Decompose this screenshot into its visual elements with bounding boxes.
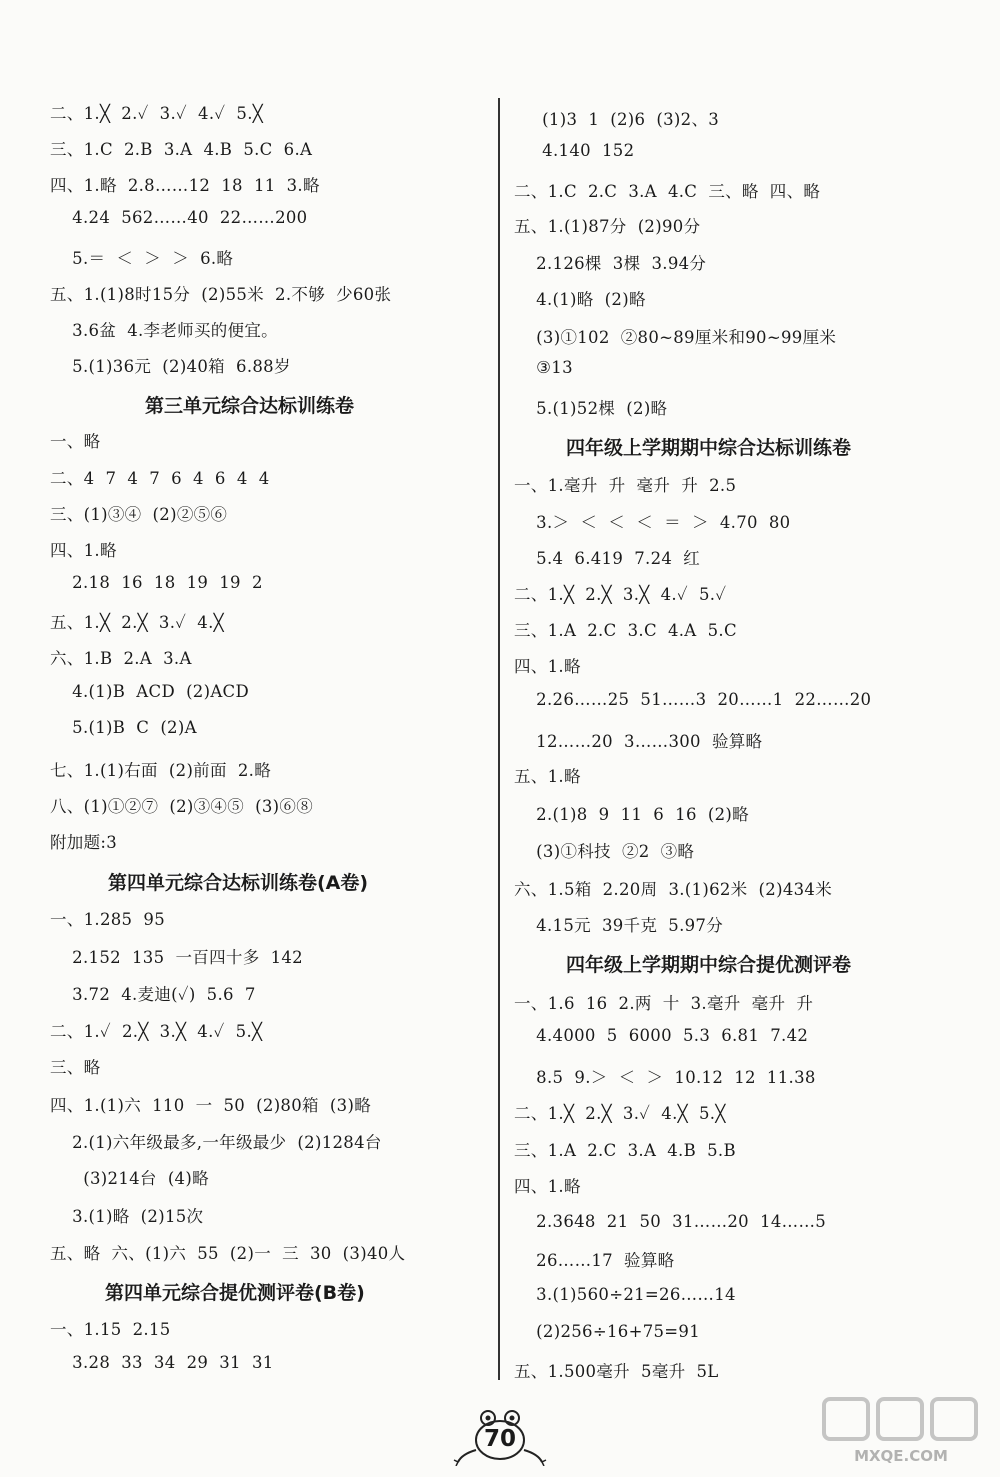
- answer-line: 四、1.(1)六 110 一 50 (2)80箱 (3)略: [50, 1096, 371, 1115]
- answer-line: 二、1.╳ 2.✓ 3.✓ 4.✓ 5.╳: [50, 104, 263, 123]
- answer-line: 一、略: [50, 432, 101, 451]
- answer-line: 八、(1)①②⑦ (2)③④⑤ (3)⑥⑧: [50, 797, 313, 816]
- answer-line: 3.6盆 4.李老师买的便宜。: [50, 321, 278, 340]
- answer-line: 2.(1)8 9 11 6 16 (2)略: [514, 805, 749, 824]
- section-heading: 第三单元综合达标训练卷: [145, 395, 355, 417]
- answer-line: 七、1.(1)右面 (2)前面 2.略: [50, 761, 272, 780]
- answer-line: (3)214台 (4)略: [50, 1169, 209, 1188]
- answer-line: 2.18 16 18 19 19 2: [50, 573, 263, 592]
- section-heading: 四年级上学期期中综合达标训练卷: [566, 437, 852, 459]
- answer-line: 3.28 33 34 29 31 31: [50, 1353, 274, 1372]
- answer-line: 五、1.(1)87分 (2)90分: [514, 217, 701, 236]
- page-number: 70: [483, 1426, 516, 1452]
- answer-line: 三、1.C 2.B 3.A 4.B 5.C 6.A: [50, 140, 313, 159]
- answer-line: 12……20 3……300 验算略: [514, 732, 763, 751]
- answer-line: (3)①102 ②80~89厘米和90~99厘米: [514, 328, 837, 347]
- answer-line: 五、略 六、(1)六 55 (2)一 三 30 (3)40人: [50, 1244, 406, 1263]
- answer-line: 四、1.略: [50, 541, 117, 560]
- column-divider: [498, 98, 500, 1380]
- watermark-text: MXQE.COM: [854, 1447, 948, 1465]
- answer-line: 一、1.15 2.15: [50, 1320, 171, 1339]
- answer-line: 3.(1)略 (2)15次: [50, 1207, 204, 1226]
- answer-line: 4.140 152: [520, 141, 635, 160]
- answer-line: 三、1.A 2.C 3.C 4.A 5.C: [514, 621, 737, 640]
- answer-line: 一、1.6 16 2.两 十 3.毫升 毫升 升: [514, 994, 814, 1013]
- answer-line: 四、1.略 2.8……12 18 11 3.略: [50, 176, 320, 195]
- answer-line: 三、略: [50, 1058, 101, 1077]
- answer-line: 3.(1)560÷21=26……14: [514, 1285, 736, 1304]
- answer-line: 2.152 135 一百四十多 142: [50, 948, 303, 967]
- answer-line: 5.＝ ＜ ＞ ＞ 6.略: [50, 249, 234, 268]
- answer-line: 8.5 9.＞ ＜ ＞ 10.12 12 11.38: [514, 1068, 816, 1087]
- answer-line: 4.(1)略 (2)略: [514, 290, 646, 309]
- answer-line: 4.4000 5 6000 5.3 6.81 7.42: [514, 1026, 809, 1045]
- answer-line: 六、1.5箱 2.20周 3.(1)62米 (2)434米: [514, 880, 833, 899]
- answer-line: 2.26……25 51……3 20……1 22……20: [514, 690, 872, 709]
- section-heading: 第四单元综合达标训练卷(A卷): [108, 872, 369, 894]
- answer-line: 3.＞ ＜ ＜ ＜ ＝ ＞ 4.70 80: [514, 513, 791, 532]
- answer-line: 附加题:3: [50, 833, 118, 852]
- page-number-badge: [452, 1404, 548, 1466]
- answer-line: 4.(1)B ACD (2)ACD: [50, 682, 250, 701]
- answer-line: 四、1.略: [514, 1177, 581, 1196]
- answer-line: 3.72 4.麦迪(✓) 5.6 7: [50, 985, 256, 1004]
- answer-line: 5.(1)52棵 (2)略: [514, 399, 668, 418]
- answer-line: 五、1.500毫升 5毫升 5L: [514, 1362, 719, 1381]
- answer-line: (2)256÷16+75=91: [514, 1322, 701, 1341]
- answer-line: 一、1.285 95: [50, 910, 166, 929]
- answer-line: 二、1.✓ 2.╳ 3.╳ 4.✓ 5.╳: [50, 1022, 263, 1041]
- answer-line: 五、1.(1)8时15分 (2)55米 2.不够 少60张: [50, 285, 392, 304]
- answer-line: ③13: [514, 358, 573, 377]
- answer-line: 5.4 6.419 7.24 红: [514, 549, 701, 568]
- answer-line: 5.(1)36元 (2)40箱 6.88岁: [50, 357, 291, 376]
- answer-line: 二、4 7 4 7 6 4 6 4 4: [50, 469, 270, 488]
- answer-line: 2.126棵 3棵 3.94分: [514, 254, 707, 273]
- answer-line: 4.15元 39千克 5.97分: [514, 916, 724, 935]
- answer-line: 二、1.C 2.C 3.A 4.C 三、略 四、略: [514, 182, 821, 201]
- answer-line: (1)3 1 (2)6 (3)2、3: [520, 110, 720, 129]
- watermark: [816, 1395, 986, 1465]
- answer-line: 五、1.╳ 2.╳ 3.✓ 4.╳: [50, 613, 224, 632]
- watermark-logo-icon: [816, 1395, 986, 1447]
- answer-line: 26……17 验算略: [514, 1251, 675, 1270]
- answer-line: 5.(1)B C (2)A: [50, 718, 197, 737]
- answer-line: (3)①科技 ②2 ③略: [514, 842, 695, 861]
- answer-line: 三、1.A 2.C 3.A 4.B 5.B: [514, 1141, 736, 1160]
- answer-line: 二、1.╳ 2.╳ 3.╳ 4.✓ 5.✓: [514, 585, 727, 604]
- answer-line: 六、1.B 2.A 3.A: [50, 649, 192, 668]
- answer-line: 4.24 562……40 22……200: [50, 208, 308, 227]
- section-heading: 第四单元综合提优测评卷(B卷): [105, 1282, 365, 1304]
- answer-line: 五、1.略: [514, 767, 581, 786]
- answer-line: 四、1.略: [514, 657, 581, 676]
- answer-line: 2.(1)六年级最多,一年级最少 (2)1284台: [50, 1133, 382, 1152]
- section-heading: 四年级上学期期中综合提优测评卷: [566, 954, 852, 976]
- answer-line: 一、1.毫升 升 毫升 升 2.5: [514, 476, 737, 495]
- answer-line: 二、1.╳ 2.╳ 3.✓ 4.╳ 5.╳: [514, 1104, 726, 1123]
- answer-line: 三、(1)③④ (2)②⑤⑥: [50, 505, 228, 524]
- answer-line: 2.3648 21 50 31……20 14……5: [514, 1212, 827, 1231]
